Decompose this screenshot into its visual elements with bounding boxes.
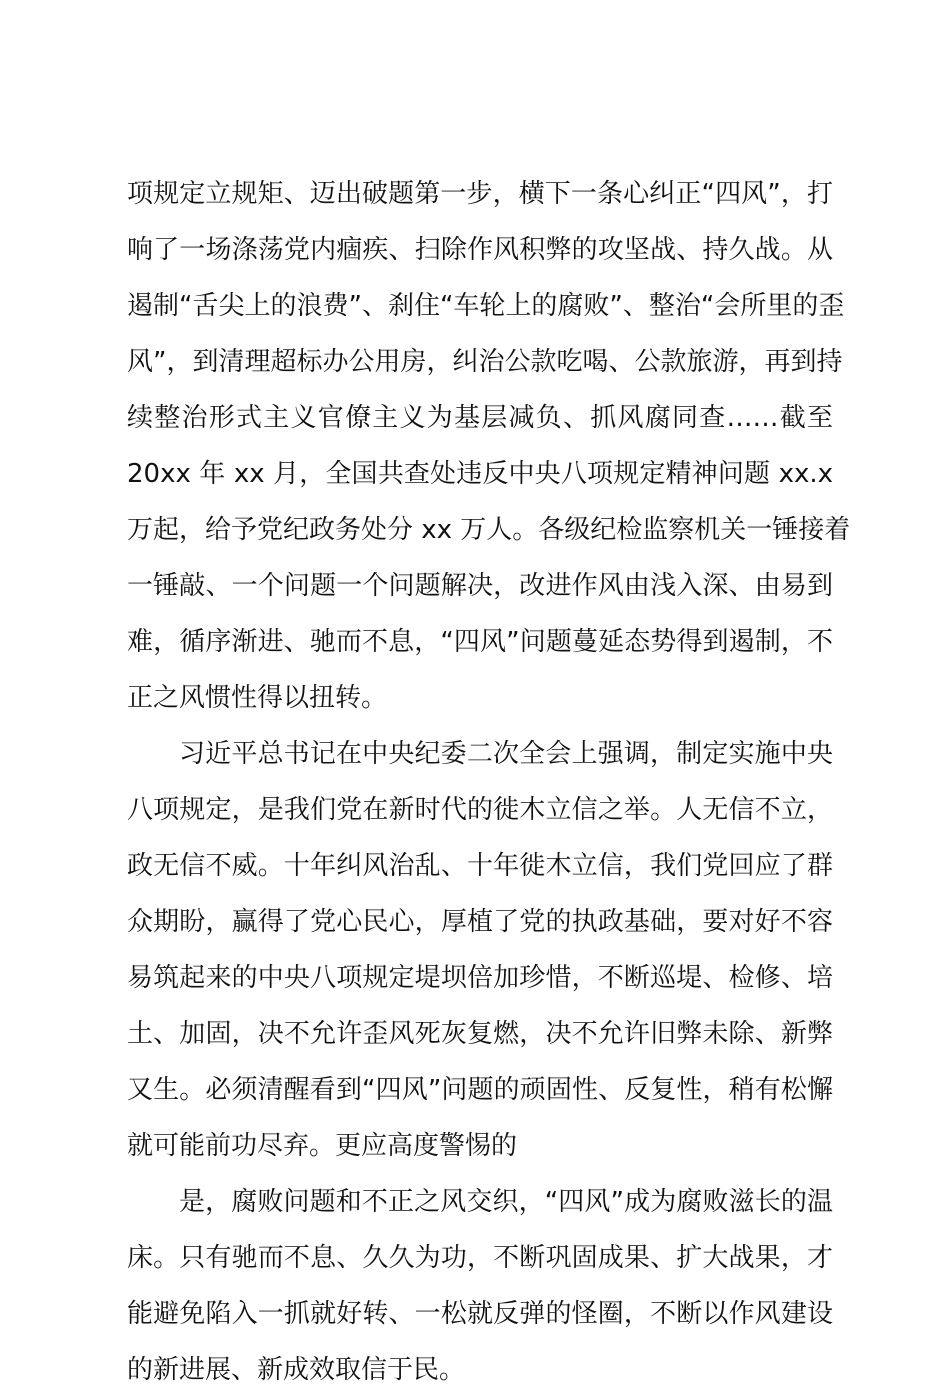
text-line: 正之风惯性得以扭转。 xyxy=(127,683,388,713)
text-line: 项规定立规矩、迈出破题第一步，横下一条心纠正“四风”，打 xyxy=(127,179,833,209)
text-line: 能避免陷入一抓就好转、一松就反弹的怪圈，不断以作风建设 xyxy=(127,1299,833,1329)
text-line: 土、加固，决不允许歪风死灰复燃，决不允许旧弊未除、新弊 xyxy=(127,1019,833,1049)
text-line: 响了一场涤荡党内痼疾、扫除作风积弊的攻坚战、持久战。从 xyxy=(127,235,833,265)
text-line: 难，循序渐进、驰而不息，“四风”问题蔓延态势得到遏制，不 xyxy=(127,627,833,657)
text-line: 遏制“舌尖上的浪费”、刹住“车轮上的腐败”、整治“会所里的歪 xyxy=(127,291,845,321)
paragraph-2 xyxy=(127,726,833,1174)
text-line: 20xx 年 xx 月，全国共查处违反中央八项规定精神问题 xx.x xyxy=(127,459,833,489)
text-line: 风”，到清理超标办公用房，纠治公款吃喝、公款旅游，再到持 xyxy=(127,347,843,377)
text-line: 一锤敲、一个问题一个问题解决，改进作风由浅入深、由易到 xyxy=(127,571,833,601)
paragraph-1 xyxy=(127,166,851,726)
text-line: 床。只有驰而不息、久久为功，不断巩固成果、扩大战果，才 xyxy=(127,1243,833,1273)
text-line: 八项规定，是我们党在新时代的徙木立信之举。人无信不立， xyxy=(127,795,833,825)
text-line: 众期盼，赢得了党心民心，厚植了党的执政基础，要对好不容 xyxy=(127,907,833,937)
paragraph-3 xyxy=(127,1174,833,1398)
text-line: 是，腐败问题和不正之风交织，“四风”成为腐败滋长的温 xyxy=(179,1187,833,1217)
text-line: 又生。必须清醒看到“四风”问题的顽固性、反复性，稍有松懈 xyxy=(127,1075,833,1105)
text-line: 就可能前功尽弃。更应高度警惕的 xyxy=(127,1131,518,1161)
text-line: 习近平总书记在中央纪委二次全会上强调，制定实施中央 xyxy=(179,739,833,769)
text-line: 续整治形式主义官僚主义为基层减负、抓风腐同查……截至 xyxy=(127,403,833,433)
text-line: 的新进展、新成效取信于民。 xyxy=(127,1355,466,1385)
text-line: 万起，给予党纪政务处分 xx 万人。各级纪检监察机关一锤接着 xyxy=(127,515,851,545)
document-body xyxy=(127,166,851,1398)
text-line: 政无信不威。十年纠风治乱、十年徙木立信，我们党回应了群 xyxy=(127,851,833,881)
text-line: 易筑起来的中央八项规定堤坝倍加珍惜，不断巡堤、检修、培 xyxy=(127,963,833,993)
